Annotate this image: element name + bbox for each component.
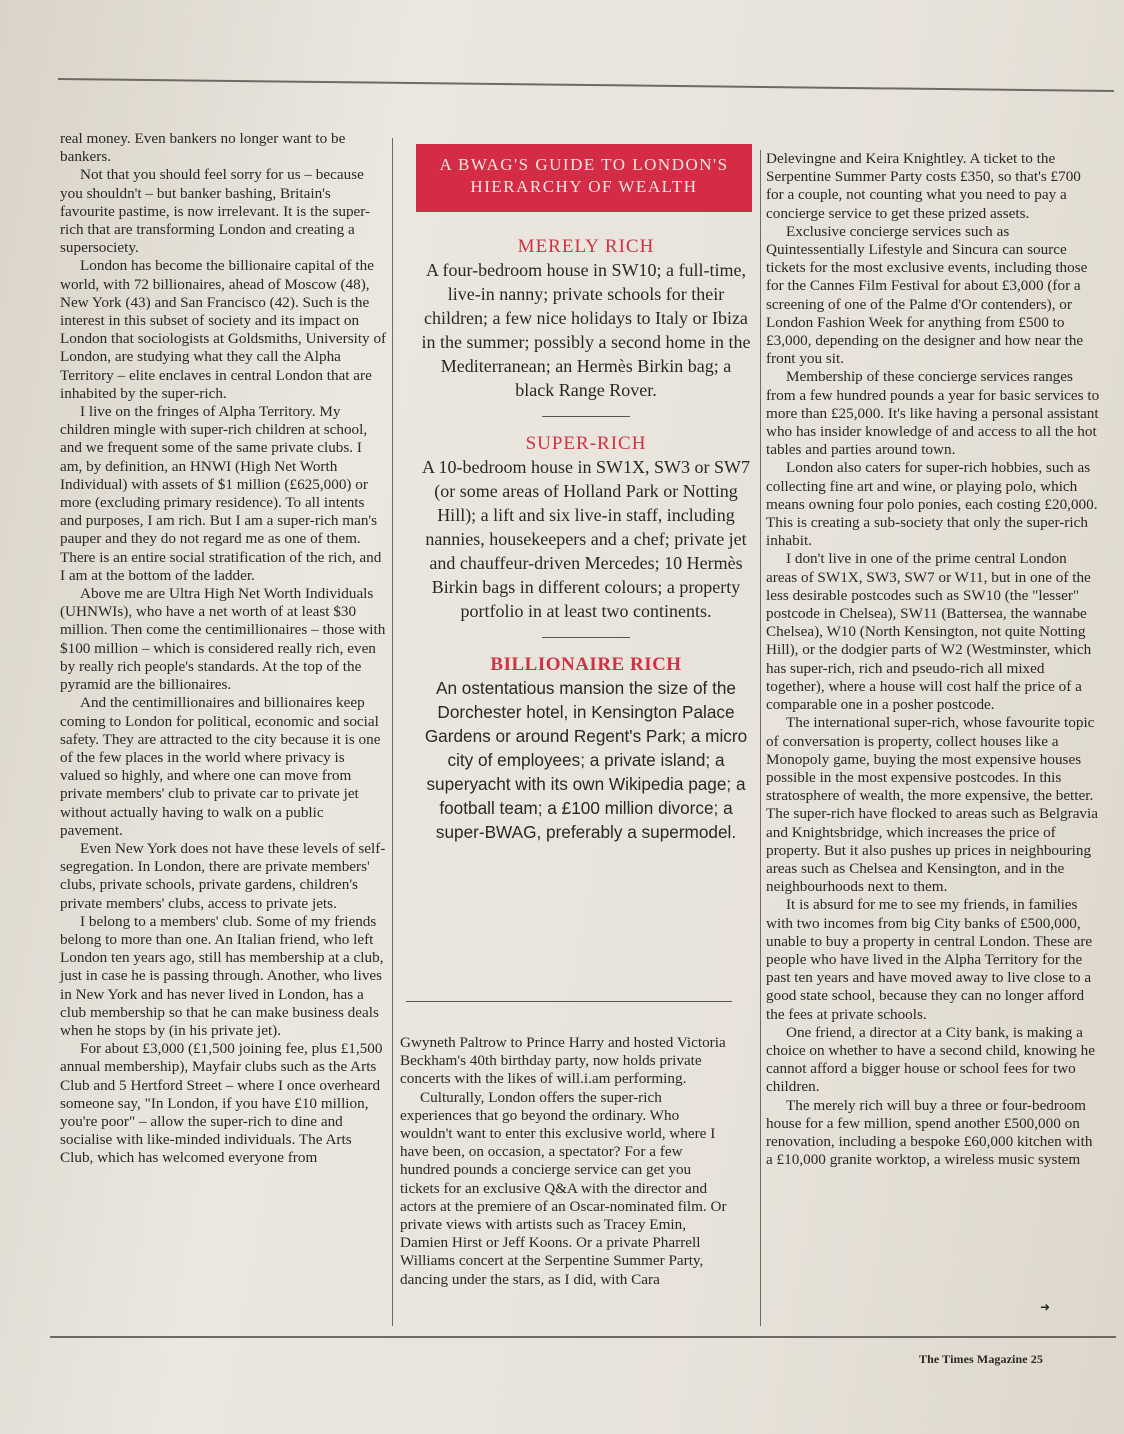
paragraph: And the centimillionaires and billionaires keep coming to London for political, economic and social safety. They are attracted to the city because it is one of the few places in the world where privacy is valued so highly, and where one can move from private members' club to private car to private jet without actually having to walk on a public pavement. bbox=[60, 694, 381, 839]
paragraph: London also caters for super-rich hobbies, such as collecting fine art and wine, or playing polo, which means owning four polo ponies, each costing £20,000. This is creating a sub-society that only the super-rich inhabit. bbox=[766, 459, 1098, 550]
column-1 bbox=[60, 130, 388, 1168]
tier-divider bbox=[542, 637, 630, 638]
paragraph: Even New York does not have these levels of self-segregation. In London, there are private members' clubs, private schools, private gardens, children's private members' clubs, access to private jets. bbox=[60, 839, 386, 912]
paragraph: Above me are Ultra High Net Worth Individuals (UHNWIs), who have a net worth of at least $30 million. Then come the centimillionaires – those with $100 million – which is considered really rich, even by really rich people's standards. At the top of the pyramid are the billionaires. bbox=[60, 585, 386, 694]
sidebar-header: A BWAG'S GUIDE TO LONDON'S HIERARCHY OF WEALTH bbox=[416, 144, 752, 212]
column-3 bbox=[766, 150, 1100, 1169]
paragraph: real money. Even bankers no longer want to be bankers. bbox=[60, 130, 346, 166]
tier-description-merely-rich: A four-bedroom house in SW10; a full-time, live-in nanny; private schools for their children; a few nice holidays to Italy or Ibiza in the summer; possibly a second home in the Mediterranean; an Hermès Birkin bag; a black Range Rover. bbox=[421, 260, 751, 400]
paragraph: I live on the fringes of Alpha Territory. My children mingle with super-rich children at school, and we frequent some of the same private clubs. I am, by definition, an HNWI (High Net Worth Individual) with assets of $1 million (£625,000) or more (excluding primary residence). To all intents and purposes, I am rich. But I am a super-rich man's pauper and they do not regard me as one of them. There is an entire social stratification of the rich, and I am at the bottom of the ladder. bbox=[60, 403, 382, 584]
paragraph: Delevingne and Keira Knightley. A ticket to the Serpentine Summer Party costs £350, so that's £700 for a couple, not counting what you need to pay a concierge service to get these prized assets. bbox=[766, 150, 1081, 222]
paragraph: Not that you should feel sorry for us – because you shouldn't – but banker bashing, Britain's favourite pastime, is now irrelevant. It is the super-rich that are transforming London and creating a supersociety. bbox=[60, 166, 371, 257]
tier-heading-merely-rich: MERELY RICH bbox=[517, 236, 655, 257]
paragraph: Gwyneth Paltrow to Prince Harry and hosted Victoria Beckham's 40th birthday party, now holds private concerts with the likes of will.i.am performing. bbox=[400, 1034, 726, 1088]
column-divider bbox=[392, 138, 393, 1326]
tier-heading-super-rich: SUPER-RICH bbox=[525, 433, 647, 454]
wealth-hierarchy-sidebar bbox=[420, 144, 752, 844]
paragraph: London has become the billionaire capital of the world, with 72 billionaires, ahead of Moscow (48), New York (43) and San Francisco (42). Such is the interest in this subset of society and its impact on London that sociologists at Goldsmiths, University of London, are studying what they call the Alpha Territory – elite enclaves in central London that are inhabited by the super-rich. bbox=[60, 257, 387, 402]
paragraph: For about £3,000 (£1,500 joining fee, plus £1,500 annual membership), Mayfair clubs such as the Arts Club and 5 Hertford Street – where I once overheard someone say, "In London, if you have £10 million, you're poor" – allow the super-rich to dine and socialise with like-minded individuals. The Arts Club, which has welcomed everyone from bbox=[60, 1040, 383, 1167]
column-divider bbox=[760, 150, 761, 1326]
tier-divider bbox=[542, 416, 630, 417]
paragraph: The international super-rich, whose favourite topic of conversation is property, collect houses like a Monopoly game, buying the most expensive houses possible in the most expensive postcodes. In this stratosphere of wealth, the more expensive, the better. The super-rich have flocked to areas such as Belgravia and Knightsbridge, which increases the price of property. But it also pushes up prices in neighbouring areas such as Chelsea and Kensington, and in the neighbourhoods next to them. bbox=[766, 714, 1098, 896]
sidebar-bottom-rule bbox=[406, 1001, 732, 1002]
bottom-rule bbox=[50, 1336, 1116, 1338]
tier-description-billionaire-rich: An ostentatious mansion the size of the Dorchester hotel, in Kensington Palace Gardens or around Regent's Park; a micro city of employees; a private island; a superyacht with its own Wikipedia page; a football team; a £100 million divorce; a super-BWAG, preferably a supermodel. bbox=[424, 678, 748, 842]
paragraph: One friend, a director at a City bank, is making a choice on whether to have a second child, knowing he cannot afford a bigger house or school fees for two children. bbox=[766, 1023, 1095, 1096]
paragraph: Exclusive concierge services such as Quintessentially Lifestyle and Sincura can source tickets for the most exclusive events, including those for the Cannes Film Festival for about £3,000 (for a screening of one of the Palme d'Or contenders), or London Fashion Week for anything from £500 to £3,000, depending on the designer and how near the front you sit. bbox=[766, 222, 1088, 368]
page-footer bbox=[919, 1352, 1043, 1367]
paragraph: The merely rich will buy a three or four-bedroom house for a few million, spend another £500,000 on renovation, including a bespoke £60,000 kitchen with a £10,000 granite worktop, a wireless music system bbox=[766, 1096, 1093, 1169]
paragraph: I belong to a members' club. Some of my friends belong to more than one. An Italian friend, who left London ten years ago, still has membership at a club, just in case he is passing through. Another, who lives in New York and has never lived in London, has a club membership so that he can make business deals when he stops by (in his private jet). bbox=[60, 912, 384, 1039]
column-2 bbox=[400, 1034, 730, 1289]
tier-heading-billionaire-rich: BILLIONAIRE RICH bbox=[490, 654, 682, 675]
page-number: 25 bbox=[1030, 1352, 1043, 1366]
top-rule bbox=[58, 78, 1114, 92]
continue-arrow-icon: ➜ bbox=[1040, 1300, 1051, 1314]
paragraph: It is absurd for me to see my friends, in families with two incomes from big City banks of £500,000, unable to buy a property in central London. These are people who have lived in the Alpha Territory for the past ten years and have moved away to live close to a good state school, because they can no longer afford the fees at private schools. bbox=[766, 896, 1093, 1023]
paragraph: I don't live in one of the prime central London areas of SW1X, SW3, SW7 or W11, but in one of the less desirable postcodes such as SW10 (the "lesser" postcode in Chelsea), SW11 (Battersea, the wannabe Chelsea), W10 (North Kensington, not quite Notting Hill), or the dodgier parts of W2 (Westminster, which has super-rich, rich and pseudo-rich all mixed together), where a house will cost half the price of a comparable one in a posher postcode. bbox=[766, 550, 1092, 714]
paragraph: Membership of these concierge services ranges from a few hundred pounds a year for basic services to more than £25,000. It's like having a personal assistant who has insider knowledge of and access to all the hot tables and parties around town. bbox=[766, 368, 1100, 459]
tier-description-super-rich: A 10-bedroom house in SW1X, SW3 or SW7 (or some areas of Holland Park or Notting Hill); a lift and six live-in staff, including nannies, housekeepers and a chef; private jet and chauffeur-driven Mercedes; 10 Hermès Birkin bags in different colours; a property portfolio in at least two continents. bbox=[422, 457, 750, 621]
publication-name: The Times Magazine bbox=[919, 1352, 1028, 1366]
paragraph: Culturally, London offers the super-rich experiences that go beyond the ordinary. Who wouldn't want to enter this exclusive world, where I have been, on occasion, a spectator? For a few hundred pounds a concierge service can get you tickets for an exclusive Q&A with the director and actors at the premiere of an Oscar-nominated film. Or private views with artists such as Tracey Emin, Damien Hirst or Jeff Koons. Or a private Pharrell Williams concert at the Serpentine Summer Party, dancing under the stars, as I did, with Cara bbox=[400, 1088, 727, 1288]
